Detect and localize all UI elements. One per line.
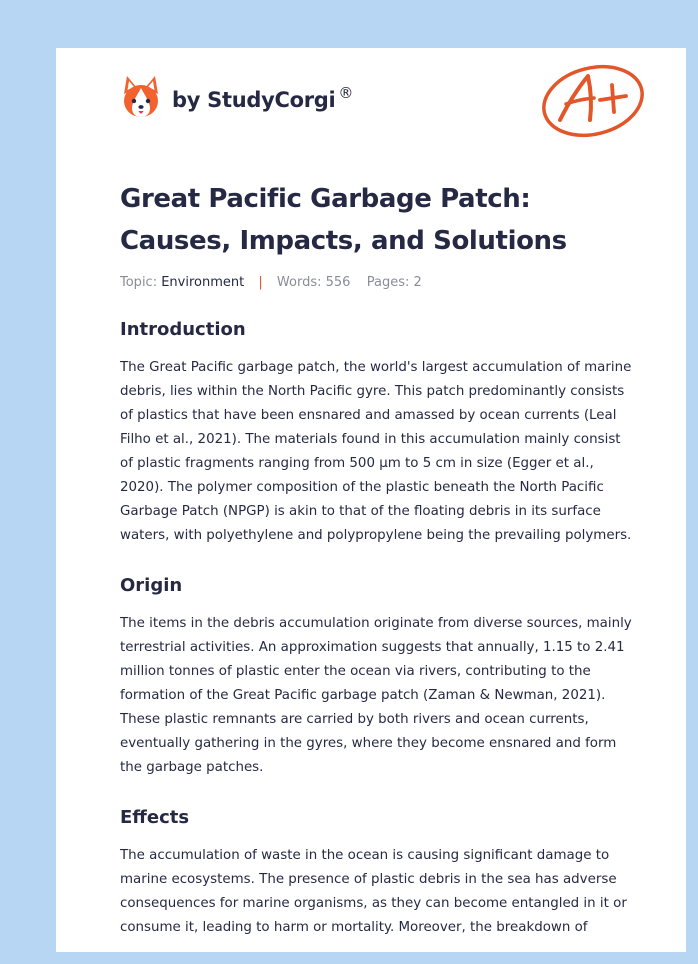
pages-label: Pages: <box>366 275 410 290</box>
section-heading: Effects <box>120 807 190 828</box>
document-content <box>120 178 636 940</box>
a-plus-grade-icon <box>538 60 648 140</box>
page-title: Great Pacific Garbage Patch: Causes, Impacts, and Solutions <box>120 184 567 256</box>
section-paragraph: The Great Pacific garbage patch, the world's largest accumulation of marine debris, lies within the North Pacific gyre. This patch predominantly consists of plastics that have been ensnared and amassed by ocean currents (Leal Filho et al., 2021). The materials found in this accumulation mainly consist of plastic fragments ranging from 500 µm to 5 cm in size (Egger et al., 2020). The polymer composition of the plastic beneath the North Pacific Garbage Patch (NPGP) is akin to that of the floating debris in its surface waters, with polyethylene and polypropylene being the prevailing polymers. <box>120 360 632 543</box>
brand-name-text: by StudyCorgi <box>172 88 336 112</box>
section-origin <box>120 574 636 780</box>
document-meta <box>120 274 636 292</box>
section-paragraph: The accumulation of waste in the ocean is causing significant damage to marine ecosystems. The presence of plastic debris in the sea has adverse consequences for marine organisms, as they can become entangled in it or consume it, leading to harm or mortality. Moreover, the breakdown of <box>120 848 627 935</box>
corgi-logo-icon <box>120 74 162 120</box>
section-paragraph: The items in the debris accumulation originate from diverse sources, mainly terrestrial activities. An approximation suggests that annually, 1.15 to 2.41 million tonnes of plastic enter the ocean via rivers, contributing to the formation of the Great Pacific garbage patch (Zaman & Newman, 2021). These plastic remnants are carried by both rivers and ocean currents, eventually gathering in the gyres, where they become ensnared and form the garbage patches. <box>120 616 632 775</box>
words-count: 556 <box>325 275 351 290</box>
topic-label: Topic: <box>120 275 158 290</box>
pages-count: 2 <box>413 275 422 290</box>
meta-separator: | <box>258 275 263 290</box>
topic-link[interactable]: Environment <box>161 275 245 290</box>
section-effects <box>120 806 636 940</box>
document-page <box>56 48 686 952</box>
section-introduction <box>120 318 636 548</box>
registered-mark: ® <box>338 84 354 102</box>
brand-name <box>172 84 354 112</box>
brand-logo[interactable] <box>120 74 353 120</box>
words-label: Words: <box>276 275 322 290</box>
section-heading: Introduction <box>120 319 246 340</box>
section-heading: Origin <box>120 575 183 596</box>
